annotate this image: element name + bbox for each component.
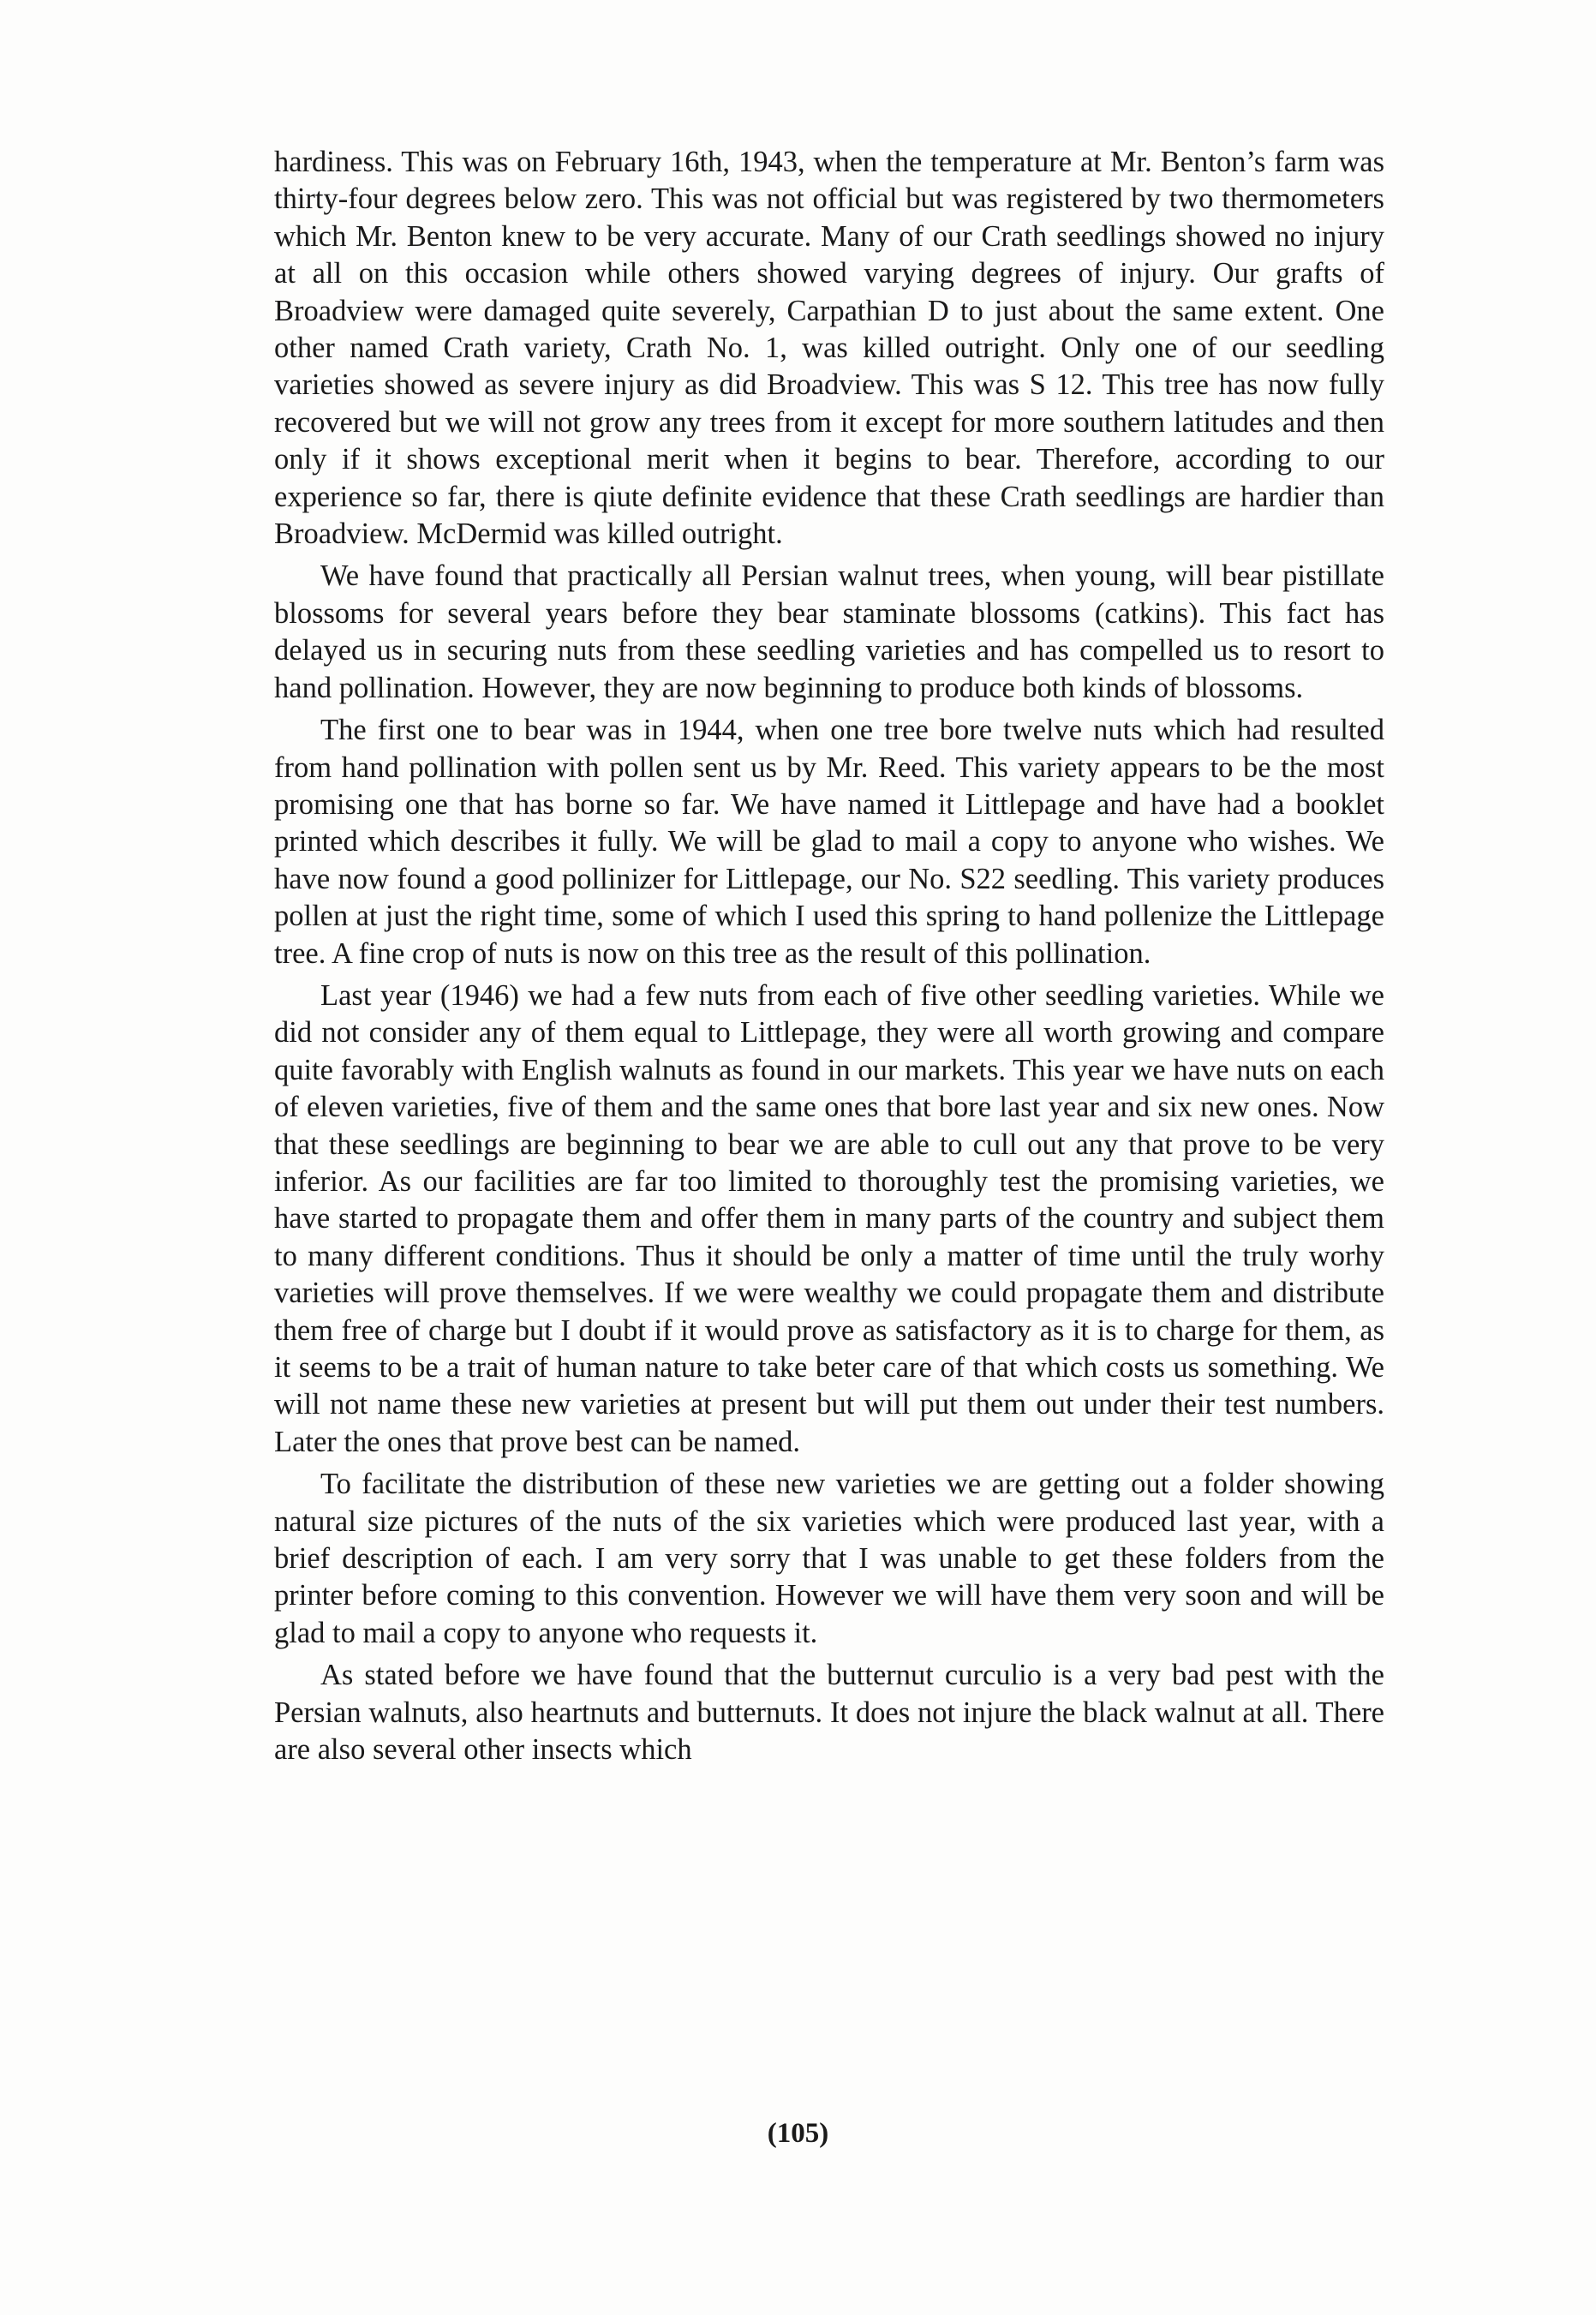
- paragraph-hardiness: hardiness. This was on February 16th, 1943, when the temperature at Mr. Benton’s farm was thirty-four degrees below zero. This was not official but was registered by two thermometers which Mr. Benton knew to be very accurate. Many of our Crath seedlings showed no injury at all on this occasion while others showed varying degrees of injury. Our grafts of Broadview were damaged quite severely, Carpathian D to just about the same extent. One other named Crath variety, Crath No. 1, was killed outright. Only one of our seedling varieties showed as severe injury as did Broadview. This was S 12. This tree has now fully recovered but we will not grow any trees from it except for more southern latitudes and then only if it shows exceptional merit when it begins to bear. Therefore, according to our experience so far, there is qiute definite evidence that these Crath seedlings are hardier than Broadview. McDermid was killed outright.: [274, 146, 1384, 551]
- paragraph-littlepage: The first one to bear was in 1944, when one tree bore twelve nuts which had resulted from hand pollination with pollen sent us by Mr. Reed. This variety appears to be the most promising one that has borne so far. We have named it Littlepage and have had a booklet printed which describes it fully. We will be glad to mail a copy to anyone who wishes. We have now found a good pollinizer for Littlepage, our No. S22 seedling. This variety produces pollen at just the right time, some of which I used this spring to hand pollenize the Littlepage tree. A fine crop of nuts is now on this tree as the result of this pollination.: [274, 714, 1384, 970]
- paragraph-seedling-varieties: Last year (1946) we had a few nuts from each of five other seedling varieties. While we did not consider any of them equal to Littlepage, they were all worth growing and compare quite favorably with English walnuts as found in our markets. This year we have nuts on each of eleven varieties, five of them and the same ones that bore last year and six new ones. Now that these seedlings are beginning to bear we are able to cull out any that prove to be very inferior. As our facilities are far too limited to thoroughly test the promising varieties, we have started to propagate them and offer them in many parts of the country and subject them to many different conditions. Thus it should be only a matter of time until the truly worhy varieties will prove themselves. If we were wealthy we could propagate them and distribute them free of charge but I doubt if it would prove as satisfactory as it is to charge for them, as it seems to be a trait of human nature to take beter care of that which costs us something. We will not name these new varieties at present but will put them out under their test numbers. Later the ones that prove best can be named.: [274, 978, 1384, 1458]
- paragraph-pistillate-blossoms: We have found that practically all Persian walnut trees, when young, will bear pistillate blossoms for several years before they bear staminate blossoms (catkins). This fact has delayed us in securing nuts from these seedling varieties and has compelled us to resort to hand pollination. However, they are now beginning to produce both kinds of blossoms.: [274, 559, 1384, 704]
- paragraph-butternut-curculio: As stated before we have found that the butternut curculio is a very bad pest with the Persian walnuts, also heartnuts and butternuts. It does not injure the black walnut at all. There are also several other insects which: [274, 1659, 1384, 1767]
- body-text: [274, 144, 1384, 1774]
- paragraph-folder: To facilitate the distribution of these new varieties we are getting out a folder showing natural size pictures of the nuts of the six varieties which were produced last year, with a brief description of each. I am very sorry that I was unable to get these folders from the printer before coming to this convention. However we will have them very soon and will be glad to mail a copy to anyone who requests it.: [274, 1468, 1384, 1649]
- page-number: (105): [767, 2118, 829, 2149]
